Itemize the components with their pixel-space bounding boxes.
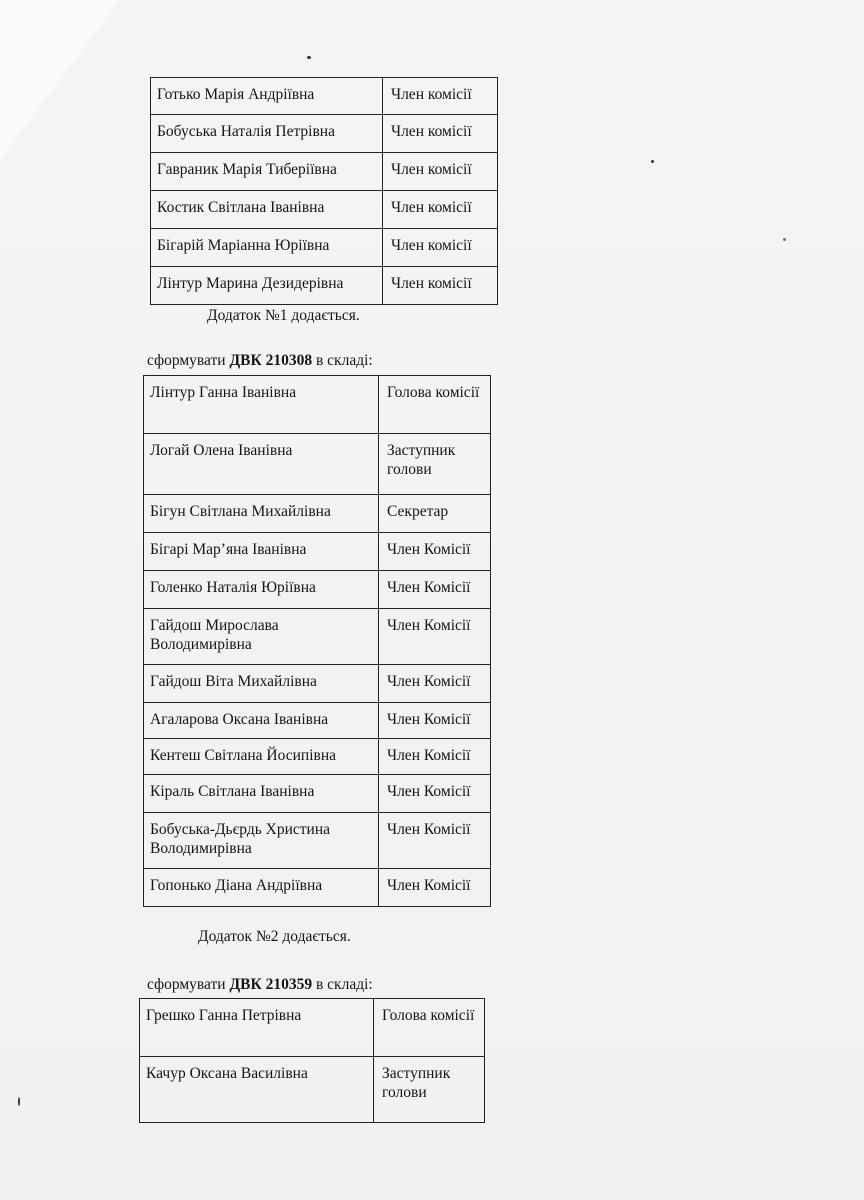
- members-table-2: [143, 375, 491, 907]
- section-heading-2: [147, 352, 373, 370]
- table-row: [144, 739, 491, 775]
- appendix-note-2: Додаток №2 додається.: [198, 928, 351, 945]
- table-row: [144, 495, 491, 533]
- member-name: Кіраль Світлана Іванівна: [144, 775, 379, 813]
- member-name: Костик Світлана Іванівна: [151, 191, 383, 229]
- member-role: Член комісії: [383, 229, 498, 267]
- member-role: Заступник голови: [379, 434, 491, 495]
- table-row: [151, 191, 498, 229]
- table-row: [140, 999, 485, 1057]
- table-row: [144, 609, 491, 665]
- heading-commission-number: ДВК 210359: [229, 976, 313, 993]
- table-row: [144, 376, 491, 434]
- table-row: [151, 78, 498, 115]
- members-table-1: [150, 77, 498, 305]
- member-role: Член Комісії: [379, 775, 491, 813]
- member-role: Член Комісії: [379, 609, 491, 665]
- scan-speck: [307, 56, 311, 59]
- member-role: Голова комісії: [379, 376, 491, 434]
- table-row: [140, 1057, 485, 1123]
- member-role: Член Комісії: [379, 571, 491, 609]
- member-name: Голенко Наталія Юріївна: [144, 571, 379, 609]
- member-name: Лінтур Ганна Іванівна: [144, 376, 379, 434]
- member-role: Член Комісії: [379, 869, 491, 907]
- heading-suffix: в складі:: [312, 976, 373, 993]
- appendix-note-1: Додаток №1 додається.: [207, 307, 360, 324]
- member-role: Голова комісії: [374, 999, 485, 1057]
- table-row: [151, 267, 498, 305]
- heading-prefix: сформувати: [147, 976, 230, 993]
- table-row: [151, 115, 498, 153]
- member-name: Готько Марія Андріївна: [151, 78, 383, 115]
- table-row: [144, 813, 491, 869]
- member-name: Агаларова Оксана Іванівна: [144, 703, 379, 739]
- section-heading-3: [147, 976, 373, 994]
- member-name: Лінтур Марина Дезидерівна: [151, 267, 383, 305]
- table-row: [151, 229, 498, 267]
- member-role: Заступник голови: [374, 1057, 485, 1123]
- table-row: [144, 775, 491, 813]
- scan-speck: [651, 160, 654, 163]
- scan-speck: [18, 1097, 20, 1106]
- member-role: Член комісії: [383, 267, 498, 305]
- heading-suffix: в складі:: [312, 352, 373, 369]
- member-role: Член Комісії: [379, 813, 491, 869]
- member-name: Кентеш Світлана Йосипівна: [144, 739, 379, 775]
- member-name: Бігарі Мар’яна Іванівна: [144, 533, 379, 571]
- member-role: Член Комісії: [379, 533, 491, 571]
- member-name: Гайдош Мирослава Володимирівна: [144, 609, 379, 665]
- member-role: Член комісії: [383, 115, 498, 153]
- member-name: Грешко Ганна Петрівна: [140, 999, 374, 1057]
- heading-commission-number: ДВК 210308: [229, 352, 313, 369]
- member-name: Гайдош Віта Михайлівна: [144, 665, 379, 703]
- table-row: [144, 533, 491, 571]
- member-name: Бігун Світлана Михайлівна: [144, 495, 379, 533]
- member-name: Логай Олена Іванівна: [144, 434, 379, 495]
- table-row: [144, 869, 491, 907]
- member-name: Бобуська-Дьєрдь Христина Володимирівна: [144, 813, 379, 869]
- member-name: Бігарій Маріанна Юріївна: [151, 229, 383, 267]
- scan-speck: [783, 238, 786, 241]
- member-role: Член комісії: [383, 191, 498, 229]
- table-row: [144, 665, 491, 703]
- member-role: Секретар: [379, 495, 491, 533]
- member-name: Гаврaник Марія Тиберіївна: [151, 153, 383, 191]
- member-name: Качур Оксана Василівна: [140, 1057, 374, 1123]
- member-name: Гопонько Діана Андріївна: [144, 869, 379, 907]
- member-role: Член Комісії: [379, 739, 491, 775]
- member-role: Член комісії: [383, 153, 498, 191]
- table-row: [144, 434, 491, 495]
- table-row: [144, 703, 491, 739]
- table-row: [151, 153, 498, 191]
- member-role: Член комісії: [383, 78, 498, 115]
- table-row: [144, 571, 491, 609]
- heading-prefix: сформувати: [147, 352, 230, 369]
- member-role: Член Комісії: [379, 703, 491, 739]
- members-table-3: [139, 998, 485, 1123]
- page-fold-shadow: [0, 0, 120, 160]
- member-role: Член Комісії: [379, 665, 491, 703]
- member-name: Бобуська Наталія Петрівна: [151, 115, 383, 153]
